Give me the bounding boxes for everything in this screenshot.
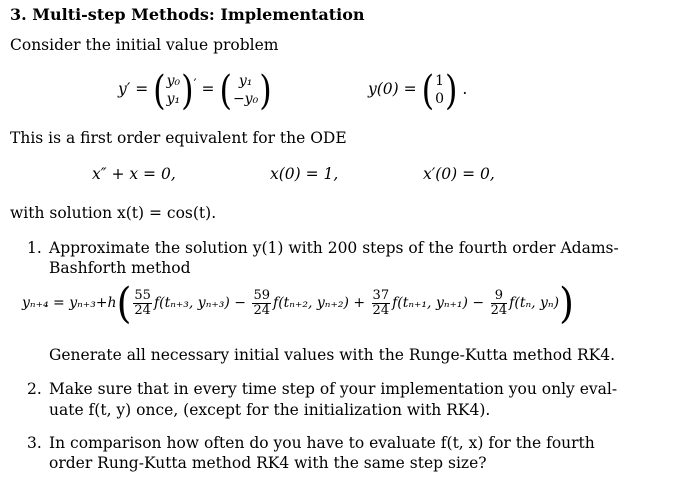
ivp-system: y′ = (y₀ y₁)′ = ( y₁ −y₀) [118,66,272,114]
term-4: f(tₙ, yₙ) [509,295,560,311]
vec-right: y₁ −y₀ [232,73,259,107]
list-item-1-cont: Bashforth method [49,259,191,277]
list-item-1 [27,239,619,257]
list-item-2-cont: uate f(t, y) once, (except for the initialization with RK4). [49,401,491,419]
system-lhs: y′ = [118,80,149,98]
item-number: 3. [27,434,42,452]
coef-1: $\frac{55}{24}$ [134,287,151,318]
list-item-3 [27,434,595,452]
system-eq: = [201,80,215,98]
item-text: In comparison how often do you have to evaluate f(t, x) for the fourth [49,434,595,452]
item-number: 1. [27,239,42,257]
item-number: 2. [27,380,42,398]
section-title: 3. Multi-step Methods: Implementation [10,5,365,24]
ode-init1: x(0) = 1, [270,165,339,183]
coef-4: $\frac{9}{24}$ [490,287,508,318]
init-period: . [462,80,468,98]
term-1: f(tₙ₊₃, yₙ₊₃) − [153,295,247,311]
item-text: Approximate the solution y(1) with 200 steps of the fourth order Adams- [49,239,619,257]
vec-init: 1 0 [435,73,444,107]
coef-2: $\frac{59}{24}$ [253,287,271,318]
list-item-3-cont: order Rung-Kutta method RK4 with the same step size? [49,454,487,472]
item-text: Make sure that in every time step of your implementation you only eval- [49,380,618,398]
solution-text: with solution x(t) = cos(t). [10,204,217,222]
adams-bashforth-formula: yₙ₊₄ = yₙ₊₃+h( $\frac{55}{24}$ f(tₙ₊₃, yₙ₊₃) − $\frac{59}{24}$ f(tₙ₊₂, yₙ₊₂) + $\frac{37}{24}$ f(tₙ₊₁, yₙ₊₁) − $\frac{9}{24}$ f(tₙ, yₙ)) [22,278,574,328]
list-item-2 [27,380,617,398]
ode-equation: x″ + x = 0, [92,165,176,183]
init-lhs: y(0) = [368,80,417,98]
term-2: f(tₙ₊₂, yₙ₊₂) + [273,295,366,311]
ivp-initial: y(0) = (1 0) . [368,66,468,114]
vec-left: y₀ y₁ [166,73,181,107]
ode-init2: x′(0) = 0, [423,165,495,183]
intro-text: Consider the initial value problem [10,36,279,54]
equivalent-text: This is a first order equivalent for the ODE [10,129,347,147]
generate-text: Generate all necessary initial values with the Runge-Kutta method RK4. [49,346,616,364]
formula-lhs: yₙ₊₄ = yₙ₊₃+h [22,295,117,311]
coef-3: $\frac{37}{24}$ [372,287,390,318]
term-3: f(tₙ₊₁, yₙ₊₁) − [392,295,485,311]
